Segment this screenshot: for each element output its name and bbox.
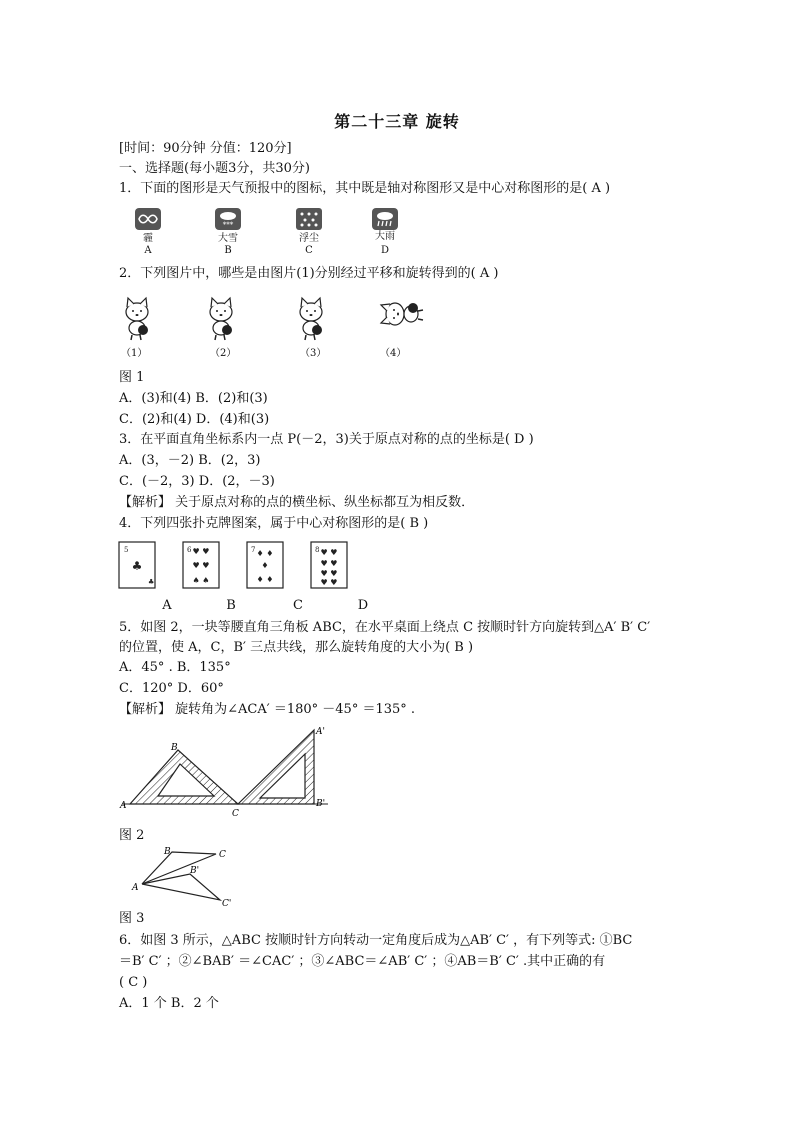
cat-figure-3 — [300, 298, 322, 340]
icon-c-letter: C — [305, 245, 313, 256]
playing-card-c — [247, 542, 283, 588]
question-5-text-line2: 的位置，使 A，C，B′ 三点共线，那么旋转角度的大小为( B ) — [119, 640, 474, 655]
question-6-text-line2: ＝B′ C′ ；②∠BAB′ ＝∠CAC′ ；③∠ABC＝∠AB′ C′ ；④AB＝B′ C′ .其中正确的有 — [119, 954, 606, 969]
figure-2-triangles — [118, 722, 338, 822]
icon-a-label: 霾 — [143, 233, 153, 244]
question-2-options-cd: C．(2)和(4) D．(4)和(3) — [119, 412, 270, 427]
svg-text:♥ ♥: ♥ ♥ — [320, 569, 338, 578]
question-3-options-ab: A．(3，－2) B．(2，3) — [119, 453, 261, 468]
fig2-point-c: C — [232, 809, 239, 819]
playing-card-d — [311, 542, 347, 588]
svg-text:♥ ♥: ♥ ♥ — [320, 578, 338, 587]
figure-3-label: 图 3 — [119, 911, 145, 926]
card-letter-c: C — [293, 598, 303, 613]
cat-figure-2 — [210, 298, 232, 340]
card-letter-d: D — [357, 598, 369, 613]
question-2-text: 2．下列图片中，哪些是由图片(1)分别经过平移和旋转得到的( A ) — [119, 266, 499, 281]
question-5-options-cd: C．120° D．60° — [119, 681, 224, 696]
icon-b-label: 大雪 — [218, 233, 238, 244]
cat-figure-4 — [381, 303, 423, 325]
svg-text:♠ ♠: ♠ ♠ — [192, 576, 210, 585]
triangle-ab-c-prime — [142, 874, 220, 900]
caption-3: （3） — [300, 348, 327, 359]
svg-text:♦ ♦: ♦ ♦ — [256, 549, 274, 558]
question-4-text: 4．下列四张扑克牌图案，属于中心对称图形的是( B ) — [119, 516, 429, 531]
cartoon-cat-figures — [115, 290, 425, 345]
fig2-point-b-prime: B' — [316, 799, 326, 809]
svg-text:♥ ♥: ♥ ♥ — [192, 561, 210, 570]
triangle-a-b-c-rotated — [238, 730, 314, 804]
caption-1: （1） — [121, 348, 148, 359]
page-title: 第二十三章 旋转 — [334, 112, 460, 131]
figure-2-label: 图 2 — [119, 828, 145, 843]
playing-card-b — [183, 542, 219, 588]
svg-text:5: 5 — [124, 546, 129, 554]
icon-c-label: 浮尘 — [299, 233, 319, 244]
fig3-point-b-prime: B' — [190, 866, 200, 876]
playing-card-a — [119, 542, 155, 588]
svg-text:♥ ♥: ♥ ♥ — [320, 548, 338, 557]
svg-text:6: 6 — [187, 546, 192, 554]
svg-text:8: 8 — [315, 546, 320, 554]
svg-text:♣: ♣ — [131, 559, 143, 573]
question-3-analysis: 【解析】 关于原点对称的点的横坐标、纵坐标都互为相反数． — [119, 495, 475, 510]
icon-a-letter: A — [144, 245, 152, 256]
heavy-rain-icon — [372, 208, 398, 230]
question-6-options-ab: A．1 个 B．2 个 — [119, 996, 219, 1011]
fig3-point-c: C — [219, 850, 226, 860]
caption-4: （4） — [380, 348, 407, 359]
question-6-answer: ( C ) — [119, 975, 148, 990]
svg-text:♣: ♣ — [148, 578, 155, 586]
svg-text:♥ ♥: ♥ ♥ — [320, 559, 338, 568]
fig3-point-c-prime: C' — [222, 899, 232, 908]
section-heading: 一、选择题(每小题3分，共30分) — [119, 161, 310, 176]
dust-icon — [296, 208, 322, 230]
fig2-point-b: B — [171, 743, 178, 753]
icon-d-letter: D — [380, 245, 390, 256]
question-6-text-line1: 6．如图 3 所示，△ABC 按顺时针方向转动一定角度后成为△AB′ C′ ，有下列等式: ①BC — [119, 933, 633, 948]
question-3-options-cd: C．(－2，3) D．(2，－3) — [119, 474, 275, 489]
figure-3-triangles — [128, 846, 248, 908]
fig2-point-a-prime: A' — [316, 727, 325, 737]
icon-d-label: 大雨 — [375, 231, 395, 242]
question-1-text: 1．下面的图形是天气预报中的图标，其中既是轴对称图形又是中心对称图形的是( A ) — [119, 181, 611, 196]
cat-figure-1 — [126, 298, 148, 340]
fig3-point-a: A — [132, 883, 139, 893]
svg-text:♥ ♥: ♥ ♥ — [192, 547, 210, 556]
card-letter-a: A — [162, 598, 172, 613]
caption-2: （2） — [210, 348, 237, 359]
triangle-abc — [130, 750, 238, 804]
exam-meta: [时间：90分钟 分值：120分] — [119, 141, 292, 156]
playing-cards-figure — [115, 540, 375, 590]
question-5-options-ab: A．45° . B．135° — [119, 660, 231, 675]
svg-text:♦: ♦ — [261, 561, 269, 570]
question-3-text: 3．在平面直角坐标系内一点 P(－2，3)关于原点对称的点的坐标是( D ) — [119, 432, 534, 447]
fig3-point-b: B — [164, 847, 171, 857]
question-5-analysis: 【解析】 旋转角为∠ACA′ ＝180° －45° ＝135° . — [119, 702, 416, 717]
icon-b-letter: B — [224, 245, 232, 256]
svg-text:***: *** — [222, 221, 234, 229]
svg-text:7: 7 — [251, 546, 256, 554]
haze-icon — [135, 208, 161, 230]
figure-1-label: 图 1 — [119, 370, 145, 385]
card-letter-b: B — [226, 598, 236, 613]
heavy-snow-icon — [215, 208, 241, 230]
question-2-options-ab: A．(3)和(4) B．(2)和(3) — [119, 391, 268, 406]
triangle-abc-fig3 — [142, 852, 216, 884]
question-5-text-line1: 5．如图 2，一块等腰直角三角板 ABC，在水平桌面上绕点 C 按顺时针方向旋转到△A′ B′ C′ — [119, 620, 651, 635]
fig2-point-a: A — [120, 801, 127, 811]
svg-text:♦ ♦: ♦ ♦ — [256, 575, 274, 584]
